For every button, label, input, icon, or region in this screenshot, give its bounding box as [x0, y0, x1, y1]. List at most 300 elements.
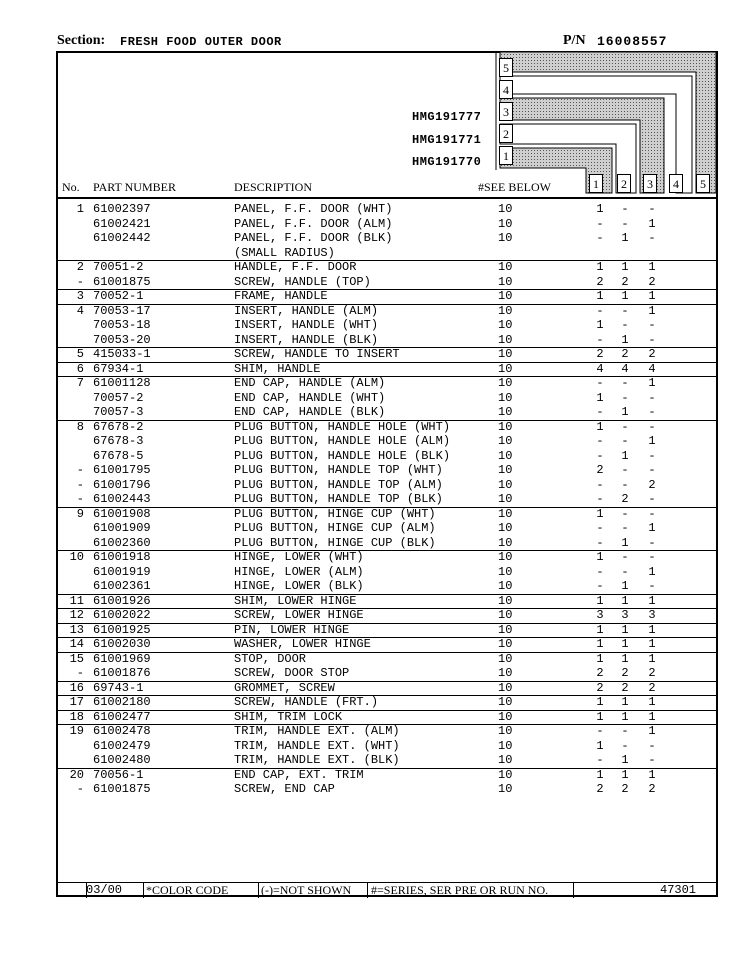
footer-series-note: #=SERIES, SER PRE OR RUN NO. [371, 883, 549, 897]
stack-number-1: 1 [499, 146, 513, 165]
qty-col-2: - [621, 521, 629, 535]
qty-col-3: 1 [648, 651, 656, 666]
qty-col-1: 1 [596, 709, 604, 724]
part-description: PANEL, F.F. DOOR (ALM) [234, 216, 393, 231]
qty-col-3: 1 [648, 564, 656, 579]
table-row [58, 768, 716, 783]
item-number: 19 [69, 724, 84, 738]
qty-col-2: 1 [621, 231, 629, 245]
table-row [58, 246, 716, 261]
group-separator [58, 695, 716, 696]
part-description: PIN, LOWER HINGE [234, 622, 350, 637]
qty-col-2: 3 [621, 608, 629, 622]
see-below-code: 10 [498, 666, 513, 680]
see-below-code: 10 [498, 506, 513, 521]
item-number: 14 [69, 637, 84, 651]
part-description: STOP, DOOR [234, 651, 307, 666]
see-below-code: 10 [498, 738, 513, 753]
qty-col-2: 4 [621, 361, 629, 376]
group-separator [58, 507, 716, 508]
table-row [58, 782, 716, 797]
part-number: 61002022 [93, 608, 151, 622]
part-description: INSERT, HANDLE (WHT) [234, 318, 379, 332]
part-number: 61002480 [93, 753, 151, 767]
qty-col-1: 1 [596, 419, 604, 434]
qty-col-3: 2 [648, 782, 656, 796]
item-number: 4 [76, 303, 84, 318]
table-row [58, 347, 716, 362]
qty-col-3: - [648, 535, 656, 550]
part-number: 61001128 [93, 376, 151, 390]
table-row [58, 695, 716, 710]
group-separator [58, 652, 716, 653]
qty-col-1: - [596, 753, 604, 767]
part-description: HANDLE, F.F. DOOR [234, 260, 357, 274]
group-separator [58, 260, 716, 261]
qty-col-3: - [648, 332, 656, 347]
item-number: - [76, 492, 84, 506]
part-description: PLUG BUTTON, HINGE CUP (WHT) [234, 506, 436, 521]
table-row [58, 333, 716, 348]
see-below-code: 10 [498, 593, 513, 608]
part-number: 61002180 [93, 695, 151, 709]
table-row [58, 391, 716, 406]
see-below-code: 10 [498, 608, 513, 622]
footer-page-code: 47301 [660, 883, 697, 897]
qty-col-2: - [621, 419, 629, 434]
qty-col-1: - [596, 724, 604, 738]
qty-col-1: 1 [596, 289, 604, 303]
table-row [58, 318, 716, 333]
part-number: 61002361 [93, 579, 151, 593]
qty-col-3: 1 [648, 637, 656, 651]
qty-col-2: - [621, 463, 629, 477]
qty-col-1: - [596, 434, 604, 448]
group-separator [58, 637, 716, 638]
column-number-3: 3 [643, 174, 657, 193]
see-below-code: 10 [498, 637, 513, 651]
part-description: FRAME, HANDLE [234, 289, 328, 303]
qty-col-1: 4 [596, 361, 604, 376]
table-row [58, 724, 716, 739]
qty-col-3: 1 [648, 767, 656, 782]
table-row [58, 652, 716, 667]
part-description: HINGE, LOWER (BLK) [234, 579, 364, 593]
qty-col-2: 2 [621, 666, 629, 680]
table-row [58, 710, 716, 725]
part-number: 61001796 [93, 477, 151, 492]
qty-col-2: 1 [621, 260, 629, 274]
see-below-code: 10 [498, 521, 513, 535]
group-separator [58, 594, 716, 595]
pn-label: P/N [563, 33, 586, 48]
table-row [58, 231, 716, 246]
qty-col-1: 1 [596, 767, 604, 782]
qty-col-2: - [621, 376, 629, 390]
group-separator [58, 681, 716, 682]
see-below-code: 10 [498, 434, 513, 448]
part-description: SCREW, DOOR STOP [234, 666, 350, 680]
qty-col-1: - [596, 231, 604, 245]
stack-number-5: 5 [499, 58, 513, 77]
qty-col-2: 1 [621, 695, 629, 709]
header-rule [58, 197, 716, 199]
stack-number-4: 4 [499, 80, 513, 99]
part-number: 70053-17 [93, 303, 151, 318]
item-number: 1 [76, 202, 84, 216]
see-below-code: 10 [498, 347, 513, 361]
part-number: 61002479 [93, 738, 151, 753]
part-number: 70056-1 [93, 767, 144, 782]
see-below-code: 10 [498, 231, 513, 245]
qty-col-2: - [621, 506, 629, 521]
see-below-code: 10 [498, 463, 513, 477]
qty-col-2: 1 [621, 579, 629, 593]
item-number: 8 [76, 419, 84, 434]
see-below-code: 10 [498, 724, 513, 738]
table-row [58, 304, 716, 319]
table-row [58, 376, 716, 391]
qty-col-3: - [648, 463, 656, 477]
part-number: 69743-1 [93, 680, 144, 695]
qty-col-1: 1 [596, 738, 604, 753]
qty-col-2: 1 [621, 709, 629, 724]
item-number: 10 [69, 550, 84, 564]
column-header-description: DESCRIPTION [234, 180, 313, 194]
model-number: HMG191771 [412, 133, 482, 147]
part-number: 70053-18 [93, 318, 151, 332]
part-description: TRIM, HANDLE EXT. (BLK) [234, 753, 400, 767]
group-separator [58, 550, 716, 551]
part-description: SCREW, HANDLE (FRT.) [234, 695, 379, 709]
part-description: SCREW, END CAP [234, 782, 335, 796]
table-row [58, 260, 716, 275]
part-number: 61001795 [93, 463, 151, 477]
column-header-see-below: #SEE BELOW [478, 180, 551, 194]
qty-col-1: - [596, 332, 604, 347]
qty-col-1: - [596, 376, 604, 390]
group-separator [58, 347, 716, 348]
qty-col-3: - [648, 448, 656, 463]
stack-number-2: 2 [499, 124, 513, 143]
qty-col-3: 4 [648, 361, 656, 376]
part-description: INSERT, HANDLE (BLK) [234, 332, 379, 347]
footer-date: 03/00 [86, 883, 123, 897]
qty-col-2: - [621, 390, 629, 405]
qty-col-2: - [621, 318, 629, 332]
part-description: SHIM, TRIM LOCK [234, 709, 343, 724]
part-number: 70057-2 [93, 390, 144, 405]
part-description: SCREW, LOWER HINGE [234, 608, 364, 622]
model-number: HMG191777 [412, 110, 482, 124]
qty-col-3: - [648, 753, 656, 767]
qty-col-3: 1 [648, 303, 656, 318]
column-number-2: 2 [617, 174, 631, 193]
table-row [58, 608, 716, 623]
qty-col-1: - [596, 303, 604, 318]
qty-col-2: - [621, 738, 629, 753]
qty-col-3: 1 [648, 521, 656, 535]
item-number: 12 [69, 608, 84, 622]
see-below-code: 10 [498, 550, 513, 564]
qty-col-1: - [596, 564, 604, 579]
part-description: END CAP, EXT. TRIM [234, 767, 364, 782]
see-below-code: 10 [498, 419, 513, 434]
table-row [58, 521, 716, 536]
see-below-code: 10 [498, 289, 513, 303]
qty-col-2: 2 [621, 274, 629, 289]
footer-not-shown: (-)=NOT SHOWN [261, 883, 352, 897]
qty-col-1: 1 [596, 550, 604, 564]
part-number: 61001925 [93, 622, 151, 637]
group-separator [58, 768, 716, 769]
qty-col-3: 1 [648, 622, 656, 637]
qty-col-3: - [648, 492, 656, 506]
qty-col-1: 2 [596, 680, 604, 695]
qty-col-2: - [621, 216, 629, 231]
group-separator [58, 304, 716, 305]
qty-col-3: - [648, 231, 656, 245]
qty-col-3: - [648, 318, 656, 332]
qty-col-1: 1 [596, 637, 604, 651]
part-number: 70053-20 [93, 332, 151, 347]
see-below-code: 10 [498, 535, 513, 550]
item-number: - [76, 463, 84, 477]
table-row [58, 202, 716, 217]
column-number-4: 4 [669, 174, 683, 193]
group-separator [58, 362, 716, 363]
table-row [58, 536, 716, 551]
qty-col-1: 1 [596, 390, 604, 405]
qty-col-1: 1 [596, 651, 604, 666]
group-separator [58, 420, 716, 421]
qty-col-1: - [596, 448, 604, 463]
table-row [58, 666, 716, 681]
qty-col-3: - [648, 390, 656, 405]
part-description: PLUG BUTTON, HANDLE TOP (BLK) [234, 492, 443, 506]
part-description: END CAP, HANDLE (WHT) [234, 390, 386, 405]
part-description: PLUG BUTTON, HANDLE TOP (ALM) [234, 477, 443, 492]
part-number: 61001876 [93, 666, 151, 680]
qty-col-3: - [648, 738, 656, 753]
item-number: 15 [69, 651, 84, 666]
qty-col-3: 1 [648, 593, 656, 608]
qty-col-3: 1 [648, 289, 656, 303]
table-row [58, 405, 716, 420]
part-number: 67678-3 [93, 434, 144, 448]
qty-col-2: 2 [621, 680, 629, 695]
item-number: 7 [76, 376, 84, 390]
see-below-code: 10 [498, 390, 513, 405]
qty-col-1: 2 [596, 347, 604, 361]
qty-col-3: 2 [648, 274, 656, 289]
part-number: 67678-2 [93, 419, 144, 434]
item-number: 17 [69, 695, 84, 709]
qty-col-3: - [648, 202, 656, 216]
table-row [58, 739, 716, 754]
qty-col-2: - [621, 303, 629, 318]
item-number: 2 [76, 260, 84, 274]
part-description: (SMALL RADIUS) [234, 245, 335, 260]
qty-col-3: 2 [648, 666, 656, 680]
item-number: - [76, 782, 84, 796]
qty-col-3: 1 [648, 724, 656, 738]
part-description: PLUG BUTTON, HANDLE TOP (WHT) [234, 463, 443, 477]
qty-col-2: - [621, 202, 629, 216]
table-row [58, 637, 716, 652]
part-number: 415033-1 [93, 347, 151, 361]
part-description: INSERT, HANDLE (ALM) [234, 303, 379, 318]
qty-col-2: - [621, 550, 629, 564]
qty-col-2: 1 [621, 622, 629, 637]
qty-col-3: 1 [648, 216, 656, 231]
table-row [58, 478, 716, 493]
table-row [58, 550, 716, 565]
item-number: 3 [76, 289, 84, 303]
qty-col-3: 2 [648, 680, 656, 695]
qty-col-1: 2 [596, 463, 604, 477]
see-below-code: 10 [498, 477, 513, 492]
column-number-1: 1 [589, 174, 603, 193]
section-label: Section: [57, 33, 106, 48]
qty-col-2: - [621, 434, 629, 448]
part-description: HINGE, LOWER (WHT) [234, 550, 364, 564]
table-row [58, 623, 716, 638]
qty-col-1: 1 [596, 506, 604, 521]
see-below-code: 10 [498, 622, 513, 637]
part-number: 61001908 [93, 506, 151, 521]
table-row [58, 507, 716, 522]
see-below-code: 10 [498, 202, 513, 216]
qty-col-1: 1 [596, 202, 604, 216]
qty-col-2: 2 [621, 347, 629, 361]
part-description: GROMMET, SCREW [234, 680, 335, 695]
qty-col-3: - [648, 405, 656, 419]
qty-col-1: - [596, 492, 604, 506]
see-below-code: 10 [498, 753, 513, 767]
table-row [58, 681, 716, 696]
see-below-code: 10 [498, 767, 513, 782]
part-description: PLUG BUTTON, HINGE CUP (BLK) [234, 535, 436, 550]
item-number: 16 [69, 680, 84, 695]
see-below-code: 10 [498, 405, 513, 419]
table-row [58, 362, 716, 377]
qty-col-1: 1 [596, 622, 604, 637]
qty-col-3: 2 [648, 477, 656, 492]
column-number-5: 5 [696, 174, 710, 193]
qty-col-3: 1 [648, 434, 656, 448]
item-number: 20 [69, 767, 84, 782]
table-row [58, 434, 716, 449]
part-number: 61001875 [93, 274, 151, 289]
see-below-code: 10 [498, 448, 513, 463]
qty-col-3: 3 [648, 608, 656, 622]
qty-col-2: - [621, 477, 629, 492]
see-below-code: 10 [498, 579, 513, 593]
qty-col-1: - [596, 216, 604, 231]
see-below-code: 10 [498, 361, 513, 376]
qty-col-3: - [648, 579, 656, 593]
qty-col-1: 1 [596, 260, 604, 274]
item-number: - [76, 666, 84, 680]
part-description: PANEL, F.F. DOOR (WHT) [234, 202, 393, 216]
part-description: WASHER, LOWER HINGE [234, 637, 371, 651]
qty-col-2: 1 [621, 448, 629, 463]
group-separator [58, 724, 716, 725]
qty-col-3: 1 [648, 260, 656, 274]
qty-col-1: 1 [596, 318, 604, 332]
qty-col-2: 1 [621, 593, 629, 608]
part-description: TRIM, HANDLE EXT. (ALM) [234, 724, 400, 738]
part-number: 61002442 [93, 231, 151, 245]
table-row [58, 753, 716, 768]
item-number: - [76, 477, 84, 492]
qty-col-1: - [596, 477, 604, 492]
part-description: PLUG BUTTON, HINGE CUP (ALM) [234, 521, 436, 535]
part-number: 61002478 [93, 724, 151, 738]
qty-col-1: 2 [596, 274, 604, 289]
part-number: 61001918 [93, 550, 151, 564]
qty-col-2: 1 [621, 637, 629, 651]
part-number: 67934-1 [93, 361, 144, 376]
group-separator [58, 608, 716, 609]
qty-col-2: 2 [621, 492, 629, 506]
qty-col-1: - [596, 535, 604, 550]
qty-col-2: - [621, 724, 629, 738]
group-separator [58, 376, 716, 377]
part-description: PANEL, F.F. DOOR (BLK) [234, 231, 393, 245]
column-header-part-number: PART NUMBER [93, 180, 176, 194]
part-description: PLUG BUTTON, HANDLE HOLE (BLK) [234, 448, 451, 463]
qty-col-1: 3 [596, 608, 604, 622]
part-description: END CAP, HANDLE (ALM) [234, 376, 386, 390]
see-below-code: 10 [498, 709, 513, 724]
footer-color-code: *COLOR CODE [146, 883, 229, 897]
see-below-code: 10 [498, 216, 513, 231]
group-separator [58, 710, 716, 711]
item-number: 9 [76, 506, 84, 521]
qty-col-2: 1 [621, 289, 629, 303]
see-below-code: 10 [498, 695, 513, 709]
part-description: TRIM, HANDLE EXT. (WHT) [234, 738, 400, 753]
qty-col-1: 2 [596, 666, 604, 680]
see-below-code: 10 [498, 332, 513, 347]
qty-col-2: 1 [621, 332, 629, 347]
qty-col-1: - [596, 405, 604, 419]
part-description: SHIM, LOWER HINGE [234, 593, 357, 608]
part-number: 61002477 [93, 709, 151, 724]
see-below-code: 10 [498, 651, 513, 666]
part-number: 61001919 [93, 564, 151, 579]
qty-col-1: - [596, 521, 604, 535]
see-below-code: 10 [498, 564, 513, 579]
qty-col-3: - [648, 506, 656, 521]
part-number: 61001969 [93, 651, 151, 666]
column-header-no: No. [62, 180, 80, 194]
table-row [58, 579, 716, 594]
see-below-code: 10 [498, 260, 513, 274]
qty-col-3: - [648, 419, 656, 434]
part-number: 61002030 [93, 637, 151, 651]
qty-col-1: 1 [596, 593, 604, 608]
see-below-code: 10 [498, 318, 513, 332]
part-description: SHIM, HANDLE [234, 361, 321, 376]
group-separator [58, 289, 716, 290]
model-column-bracket [0, 0, 750, 200]
see-below-code: 10 [498, 492, 513, 506]
table-row [58, 420, 716, 435]
item-number: 18 [69, 709, 84, 724]
